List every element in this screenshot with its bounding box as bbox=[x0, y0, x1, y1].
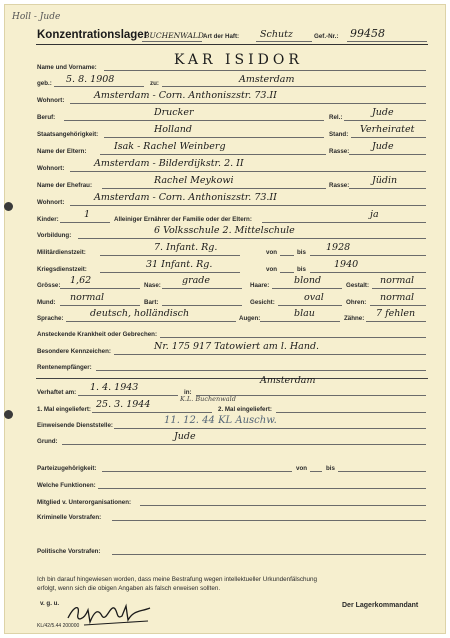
face-value: oval bbox=[304, 292, 324, 303]
office-label: Einweisende Dienststelle: bbox=[37, 422, 113, 429]
education-value: 6 Volksschule 2. Mittelschule bbox=[154, 225, 295, 236]
parents-label: Name der Eltern: bbox=[37, 148, 87, 155]
language-label: Sprache: bbox=[37, 315, 64, 322]
office-line bbox=[114, 428, 426, 429]
nose-value: grade bbox=[182, 275, 210, 286]
war-service-line bbox=[100, 272, 240, 273]
residence-label: Wohnort: bbox=[37, 97, 65, 104]
build-label: Gestalt: bbox=[346, 282, 370, 289]
margin-note: Holl - Jude bbox=[12, 12, 61, 22]
declaration-line-2: erfolgt, wenn sich die obigen Angaben als falsch erweisen sollten. bbox=[37, 585, 221, 592]
name-value: KAR ISIDOR bbox=[174, 52, 303, 68]
first-admitted-line bbox=[92, 412, 212, 413]
military-to-line bbox=[310, 255, 426, 256]
religion-value: Jude bbox=[372, 107, 394, 118]
criminal-label: Kriminelle Vorstrafen: bbox=[37, 514, 102, 521]
education-label: Vorbildung: bbox=[37, 232, 72, 239]
children-line bbox=[60, 222, 110, 223]
eyes-label: Augen: bbox=[239, 315, 261, 322]
status-line bbox=[351, 137, 426, 138]
political-line bbox=[112, 554, 426, 555]
military-line bbox=[100, 255, 240, 256]
form-title: Konzentrationslager bbox=[37, 29, 149, 41]
second-admitted-line bbox=[276, 412, 426, 413]
war-service-label: Kriegsdienstzeit: bbox=[37, 266, 87, 273]
spouse-race-value: Jüdin bbox=[372, 175, 398, 186]
beard-line bbox=[162, 305, 242, 306]
children-value: 1 bbox=[84, 209, 91, 220]
military-value: 7. Infant. Rg. bbox=[154, 242, 218, 253]
war-from-line bbox=[280, 272, 294, 273]
pension-line bbox=[96, 370, 426, 371]
mouth-value: normal bbox=[70, 292, 105, 303]
reason-label: Grund: bbox=[37, 438, 58, 445]
religion-label: Rel.: bbox=[329, 114, 343, 121]
punch-hole-bottom bbox=[4, 410, 13, 419]
arrest-type-value: Schutz bbox=[260, 29, 293, 40]
marks-value: Nr. 175 917 Tatowiert am l. Hand. bbox=[154, 341, 320, 352]
vgu-label: v. g. u. bbox=[40, 600, 60, 607]
spouse-value: Rachel Meykowi bbox=[154, 175, 234, 186]
born-line bbox=[54, 86, 144, 87]
party-from-label: von bbox=[296, 465, 308, 472]
ears-label: Ohren: bbox=[346, 299, 367, 306]
arrested-label: Verhaftet am: bbox=[37, 389, 77, 396]
military-from-label: von bbox=[266, 249, 278, 256]
occupation-label: Beruf: bbox=[37, 114, 56, 121]
office-stamp: 11. 12. 44 KL Auschw. bbox=[164, 415, 277, 426]
children-label: Kinder: bbox=[37, 216, 59, 223]
name-line bbox=[104, 70, 426, 71]
nose-line bbox=[162, 288, 242, 289]
declaration-line-1: Ich bin darauf hingewiesen worden, dass meine Bestrafung wegen intellektueller Urkundenfälschung bbox=[37, 576, 318, 583]
arrested-line bbox=[78, 395, 178, 396]
nose-label: Nase: bbox=[144, 282, 161, 289]
ears-value: normal bbox=[380, 292, 415, 303]
first-admitted-value: 25. 3. 1944 bbox=[96, 399, 151, 410]
occupation-line bbox=[64, 120, 324, 121]
birthplace-line bbox=[162, 86, 426, 87]
reason-line bbox=[62, 444, 426, 445]
religion-line bbox=[344, 120, 426, 121]
occupation-value: Drucker bbox=[154, 107, 194, 118]
military-to-value: 1928 bbox=[326, 242, 351, 253]
education-line bbox=[78, 238, 426, 239]
teeth-label: Zähne: bbox=[344, 315, 365, 322]
language-line bbox=[66, 321, 236, 322]
parents-residence-value: Amsterdam - Bilderdijkstr. 2. II bbox=[94, 158, 244, 169]
parents-residence-label: Wohnort: bbox=[37, 165, 65, 172]
military-from-line bbox=[280, 255, 294, 256]
spouse-line bbox=[102, 188, 326, 189]
diseases-line bbox=[160, 337, 426, 338]
arrested-value: 1. 4. 1943 bbox=[90, 382, 139, 393]
arrested-in-label: in: bbox=[184, 389, 192, 396]
diseases-label: Ansteckende Krankheit oder Gebrechen: bbox=[37, 331, 158, 338]
spouse-residence-label: Wohnort: bbox=[37, 199, 65, 206]
party-line bbox=[102, 471, 292, 472]
name-label: Name und Vorname: bbox=[37, 64, 97, 71]
hair-value: blond bbox=[294, 275, 322, 286]
prisoner-number: 99458 bbox=[350, 27, 385, 40]
camp-name: BUCHENWALD bbox=[144, 31, 204, 40]
born-label: geb.: bbox=[37, 80, 52, 87]
criminal-line bbox=[112, 520, 426, 521]
language-value: deutsch, holländisch bbox=[90, 308, 190, 319]
residence-value: Amsterdam - Corn. Anthoniszstr. 73.II bbox=[94, 90, 277, 101]
parents-race-value: Jude bbox=[372, 141, 394, 152]
section-rule bbox=[36, 378, 428, 379]
height-label: Grösse: bbox=[37, 282, 61, 289]
height-value: 1,62 bbox=[70, 275, 92, 286]
beard-label: Bart: bbox=[144, 299, 159, 306]
sole-provider-value: ja bbox=[370, 209, 379, 220]
war-to-line bbox=[310, 272, 426, 273]
form-code: KL/42/5.44 200000 bbox=[37, 623, 80, 629]
party-label: Parteizugehörigkeit: bbox=[37, 465, 97, 472]
birthplace-label: zu: bbox=[150, 80, 159, 87]
face-line bbox=[278, 305, 342, 306]
face-label: Gesicht: bbox=[250, 299, 275, 306]
war-from-label: von bbox=[266, 266, 278, 273]
number-label: Gef.-Nr.: bbox=[314, 33, 339, 40]
functions-label: Welche Funktionen: bbox=[37, 482, 96, 489]
spouse-residence-line bbox=[70, 205, 426, 206]
parents-race-line bbox=[349, 154, 426, 155]
political-label: Politische Vorstrafen: bbox=[37, 548, 101, 555]
build-value: normal bbox=[380, 275, 415, 286]
hair-line bbox=[272, 288, 342, 289]
ears-line bbox=[370, 305, 426, 306]
first-admitted-label: 1. Mal eingeliefert: bbox=[37, 406, 91, 413]
sole-provider-line bbox=[262, 222, 426, 223]
arrest-type-label: Art der Haft: bbox=[203, 33, 240, 40]
marks-label: Besondere Kennzeichen: bbox=[37, 348, 111, 355]
spouse-race-label: Rasse: bbox=[329, 182, 350, 189]
commandant-label: Der Lagerkommandant bbox=[342, 602, 419, 609]
teeth-value: 7 fehlen bbox=[376, 308, 416, 319]
height-line bbox=[60, 288, 140, 289]
citizenship-value: Holland bbox=[154, 124, 192, 135]
functions-line bbox=[98, 488, 426, 489]
party-from-line bbox=[310, 471, 322, 472]
camp-line bbox=[142, 41, 202, 42]
parents-value: Isak - Rachel Weinberg bbox=[114, 141, 226, 152]
parents-race-label: Rasse: bbox=[329, 148, 350, 155]
war-to-label: bis bbox=[297, 266, 306, 273]
spouse-residence-value: Amsterdam - Corn. Anthoniszstr. 73.II bbox=[94, 192, 277, 203]
pension-label: Rentenempfänger: bbox=[37, 364, 92, 371]
second-admitted-label: 2. Mal eingeliefert: bbox=[218, 406, 272, 413]
spouse-label: Name der Ehefrau: bbox=[37, 182, 93, 189]
reason-value: Jude bbox=[174, 431, 196, 442]
suborgs-label: Mitglied v. Unterorganisationen: bbox=[37, 499, 132, 506]
mouth-line bbox=[60, 305, 140, 306]
mouth-label: Mund: bbox=[37, 299, 56, 306]
status-label: Stand: bbox=[329, 131, 349, 138]
residence-line bbox=[70, 103, 426, 104]
teeth-line bbox=[366, 321, 426, 322]
citizenship-label: Staatsangehörigkeit: bbox=[37, 131, 99, 138]
parents-residence-line bbox=[70, 171, 426, 172]
suborgs-line bbox=[140, 505, 426, 506]
spouse-race-line bbox=[349, 188, 426, 189]
marks-line bbox=[114, 354, 426, 355]
arrested-in-value: Amsterdam bbox=[260, 375, 316, 386]
military-to-label: bis bbox=[297, 249, 306, 256]
first-admitted-note: K.L. Buchenwald bbox=[180, 395, 236, 403]
arrest-line bbox=[256, 41, 312, 42]
hair-label: Haare: bbox=[250, 282, 270, 289]
war-to-value: 1940 bbox=[334, 259, 359, 270]
parents-line bbox=[100, 154, 326, 155]
birthplace-value: Amsterdam bbox=[239, 74, 295, 85]
header-rule bbox=[36, 44, 428, 45]
party-to-label: bis bbox=[326, 465, 335, 472]
registration-card bbox=[4, 4, 446, 634]
war-service-value: 31 Infant. Rg. bbox=[146, 259, 213, 270]
party-to-line bbox=[338, 471, 426, 472]
eyes-line bbox=[260, 321, 340, 322]
build-line bbox=[372, 288, 426, 289]
sole-provider-label: Alleiniger Ernährer der Familie oder der Eltern: bbox=[114, 216, 252, 223]
citizenship-line bbox=[104, 137, 324, 138]
born-value: 5. 8. 1908 bbox=[66, 74, 115, 85]
eyes-value: blau bbox=[294, 308, 315, 319]
punch-hole-top bbox=[4, 202, 13, 211]
status-value: Verheiratet bbox=[360, 124, 415, 135]
number-line bbox=[347, 41, 427, 42]
military-label: Militärdienstzeit: bbox=[37, 249, 86, 256]
